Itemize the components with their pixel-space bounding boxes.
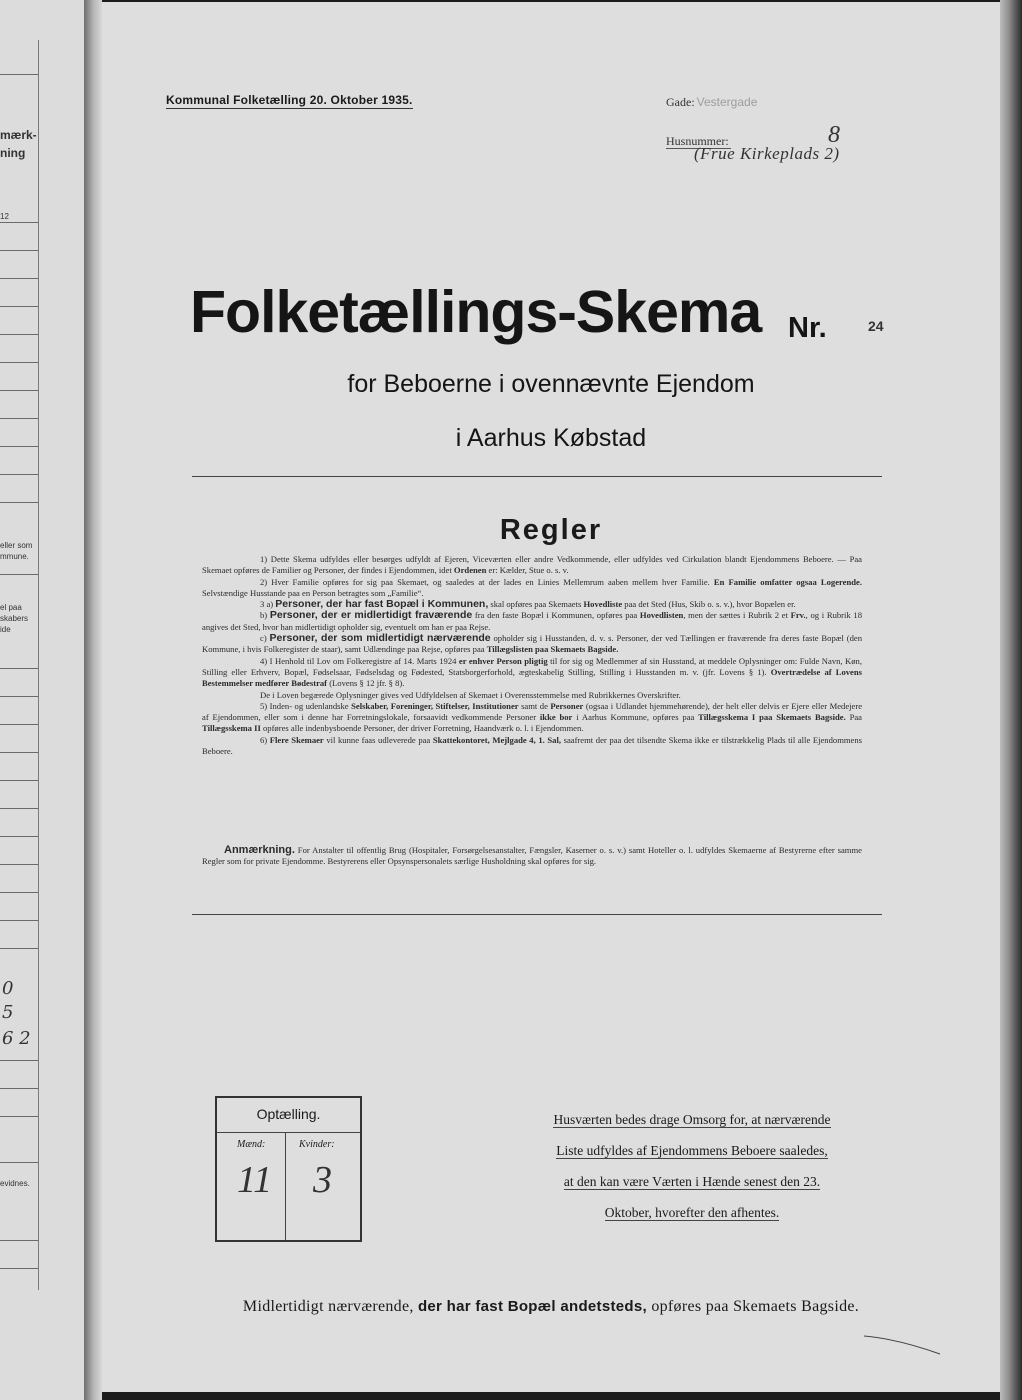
men-label: Mænd: — [237, 1139, 266, 1150]
left-rule — [0, 668, 38, 669]
left-handwriting: 0 — [2, 978, 14, 999]
rule-paragraph: 3 a) Personer, der har fast Bopæl i Kommunen, skal opføres paa Skemaets Hovedliste paa det Sted (Hus, Skib o. s. v.), hvor Bopælen er. — [260, 598, 796, 611]
landlord-instructions — [512, 1104, 872, 1228]
rule-paragraph: 1) Dette Skema udfyldes eller besørges udfyldt af Ejeren, Viceværten eller andre Vedkommende, eller udfyldes ved Cirkulation blandt Ejendommens Beboere. — Paa Skemaet opføres de Familier og Personer, der findes i Ejendommen, idet Ordenen er: Kælder, Stue o. s. v. — [202, 554, 862, 576]
instruction-line: Husværten bedes drage Omsorg for, at nærværende — [553, 1112, 831, 1127]
count-box-divider — [285, 1132, 286, 1240]
left-rule — [0, 362, 38, 363]
form-number-label: Nr. — [788, 312, 827, 344]
divider — [192, 914, 882, 915]
left-rule — [0, 334, 38, 335]
count-title: Optælling. — [256, 1106, 321, 1122]
left-rule — [0, 502, 38, 503]
men-count: 11 — [237, 1159, 273, 1201]
left-rule — [0, 1240, 38, 1241]
women-count: 3 — [313, 1159, 332, 1201]
count-box — [215, 1096, 362, 1242]
form-title: Folketællings-Skema — [190, 279, 762, 345]
book-gutter — [84, 0, 102, 1400]
left-rule — [0, 920, 38, 921]
left-rule — [0, 948, 38, 949]
pen-stroke-mark — [862, 1332, 942, 1356]
left-rule — [0, 752, 38, 753]
form-number-value: 24 — [868, 318, 884, 334]
left-rule — [0, 780, 38, 781]
left-fragment-text: skabers — [0, 614, 29, 623]
street-value: Vestergade — [696, 95, 758, 109]
rules-heading: Regler — [499, 514, 603, 546]
street-field — [666, 95, 757, 110]
census-header-label: Kommunal Folketælling 20. Oktober 1935. — [166, 93, 413, 107]
left-rule — [0, 1088, 38, 1089]
left-fragment-text: 12 — [0, 212, 9, 221]
left-rule — [0, 836, 38, 837]
note-lead: Anmærkning. — [224, 844, 295, 856]
divider — [192, 476, 882, 477]
left-handwriting: 6 2 — [2, 1028, 31, 1049]
women-label: Kvinder: — [299, 1139, 335, 1150]
left-fragment-text: ning — [0, 146, 26, 160]
page-edge — [1000, 0, 1022, 1400]
instruction-line: Oktober, hvorefter den afhentes. — [604, 1205, 780, 1220]
left-rule — [0, 474, 38, 475]
form-subtitle: for Beboerne i ovennævnte Ejendom — [347, 370, 755, 398]
rule-paragraph: 5) Inden- og udenlandske Selskaber, Foreninger, Stiftelser, Institutioner samt de Personer (ogsaa i Udlandet hjemmehørende), der helt eller delvis er Ejere eller Medejere af Ejendommen, eller som i denne har Forretningslokale, forsaavidt vedkommende Personer ikke bor i Aarhus Kommune, opføres paa Tillægsskema I paa Skemaets Bagside. Paa Tillægsskema II opføres alle indenbysboende Personer, der driver Forretning, Haandværk o. l. i Ejendommen. — [202, 700, 863, 734]
count-box-divider — [217, 1132, 360, 1133]
left-rule — [0, 306, 38, 307]
left-fragment-text: evidnes. — [0, 1179, 30, 1188]
left-rule — [0, 418, 38, 419]
left-rule — [0, 250, 38, 251]
left-rule — [0, 390, 38, 391]
left-rule — [0, 892, 38, 893]
rule-paragraph: b) Personer, der er midlertidigt fraværende fra den faste Bopæl i Kommunen, opføres paa Hovedlisten, men der sættes i Rubrik 2 et Frv., og i Rubrik 18 angives det Sted, hvor han midlertidigt opholder sig, eventuelt om han er paa Rejse. — [202, 609, 863, 632]
left-rule — [0, 1162, 38, 1163]
left-rule — [0, 1116, 38, 1117]
left-rule — [0, 446, 38, 447]
footer-note: Midlertidigt nærværende, der har fast Bopæl andetsteds, opføres paa Skemaets Bagside. — [242, 1298, 860, 1315]
rule-paragraph: 2) Hver Familie opføres for sig paa Skemaet, og saaledes at der lades en Linies Mellemrum aaben mellem hver Familie. En Familie omfatter ogsaa Logerende. Selvstændige Husstande paa en Person betragtes som „Familie“. — [202, 576, 862, 598]
rule-paragraph: De i Loven begærede Oplysninger gives ved Udfyldelsen af Skemaet i Overensstemmelse med Rubrikkernes Overskrifter. — [260, 689, 681, 700]
left-rule — [0, 1060, 38, 1061]
rule-paragraph: c) Personer, der som midlertidigt nærværende opholder sig i Husstanden, d. v. s. Personer, der ved Tællingen er fraværende fra deres faste Bopæl (den Kommune, i hvis Folkeregister de staar), samt Udlændinge paa Rejse, opføres paa Tillægslisten paa Skemaets Bagside. — [202, 632, 863, 655]
left-rule — [0, 696, 38, 697]
left-rule — [0, 1268, 38, 1269]
left-handwriting: 5 — [2, 1002, 14, 1023]
left-rule — [0, 278, 38, 279]
instruction-line: at den kan være Værten i Hænde senest den 23. — [563, 1174, 821, 1189]
left-rule — [0, 808, 38, 809]
left-fragment-text: ide — [0, 625, 11, 634]
left-page-column-line — [38, 40, 39, 1290]
rule-paragraph: 4) I Henhold til Lov om Folkeregistre af 14. Marts 1924 er enhver Person pligtig til for sig og Medlemmer af sin Husstand, at meddele Oplysninger om: Fulde Navn, Køn, Stilling eller Erhverv, Bopæl, Fødselsaar, Fødselsdag og Fødested, Statsborgerforhold, ægteskabelig Stilling, Stilling i Husstanden m. v. (jfr. Lovens § 1). Overtrædelse af Lovens Bestemmelser medfører Bødestraf (Lovens § 12 jfr. § 8). — [202, 655, 862, 689]
census-form-page — [102, 2, 1000, 1392]
house-address-note: (Frue Kirkeplads 2) — [694, 144, 840, 163]
left-fragment-text: mærk- — [0, 128, 37, 142]
left-fragment-text: el paa — [0, 603, 22, 612]
rules-body — [202, 554, 862, 757]
house-number-label: Husnummer: — [666, 134, 729, 148]
left-rule — [0, 222, 38, 223]
house-number-value: 8 — [828, 122, 840, 148]
note-text: For Anstalter til offentlig Brug (Hospitaler, Forsørgelsesanstalter, Fængsler, Kaserner o. s. v.) samt Hoteller o. l. udfyldes Skemaerne af Bestyrerne efter samme Regler som for private Ejendomme. Bestyrerens eller Opsynspersonalets særlige Husholdning skal opføres for sig. — [202, 845, 862, 867]
left-fragment-text: mmune. — [0, 552, 29, 561]
left-rule — [0, 574, 38, 575]
left-rule — [0, 724, 38, 725]
left-rule — [0, 864, 38, 865]
instruction-line: Liste udfyldes af Ejendommens Beboere saaledes, — [556, 1143, 828, 1158]
note-paragraph — [202, 845, 862, 868]
left-rule — [0, 74, 38, 75]
left-fragment-text: eller som — [0, 541, 33, 550]
form-subtitle-city: i Aarhus Købstad — [455, 424, 647, 452]
street-label: Gade: — [666, 95, 695, 109]
rule-paragraph: 6) Flere Skemaer vil kunne faas udleverede paa Skattekontoret, Mejlgade 4, 1. Sal, saafremt der paa det tilsendte Skema ikke er tilstrækkelig Plads til alle Ejendommens Beboere. — [202, 734, 863, 757]
left-page-fragment — [0, 0, 84, 1400]
